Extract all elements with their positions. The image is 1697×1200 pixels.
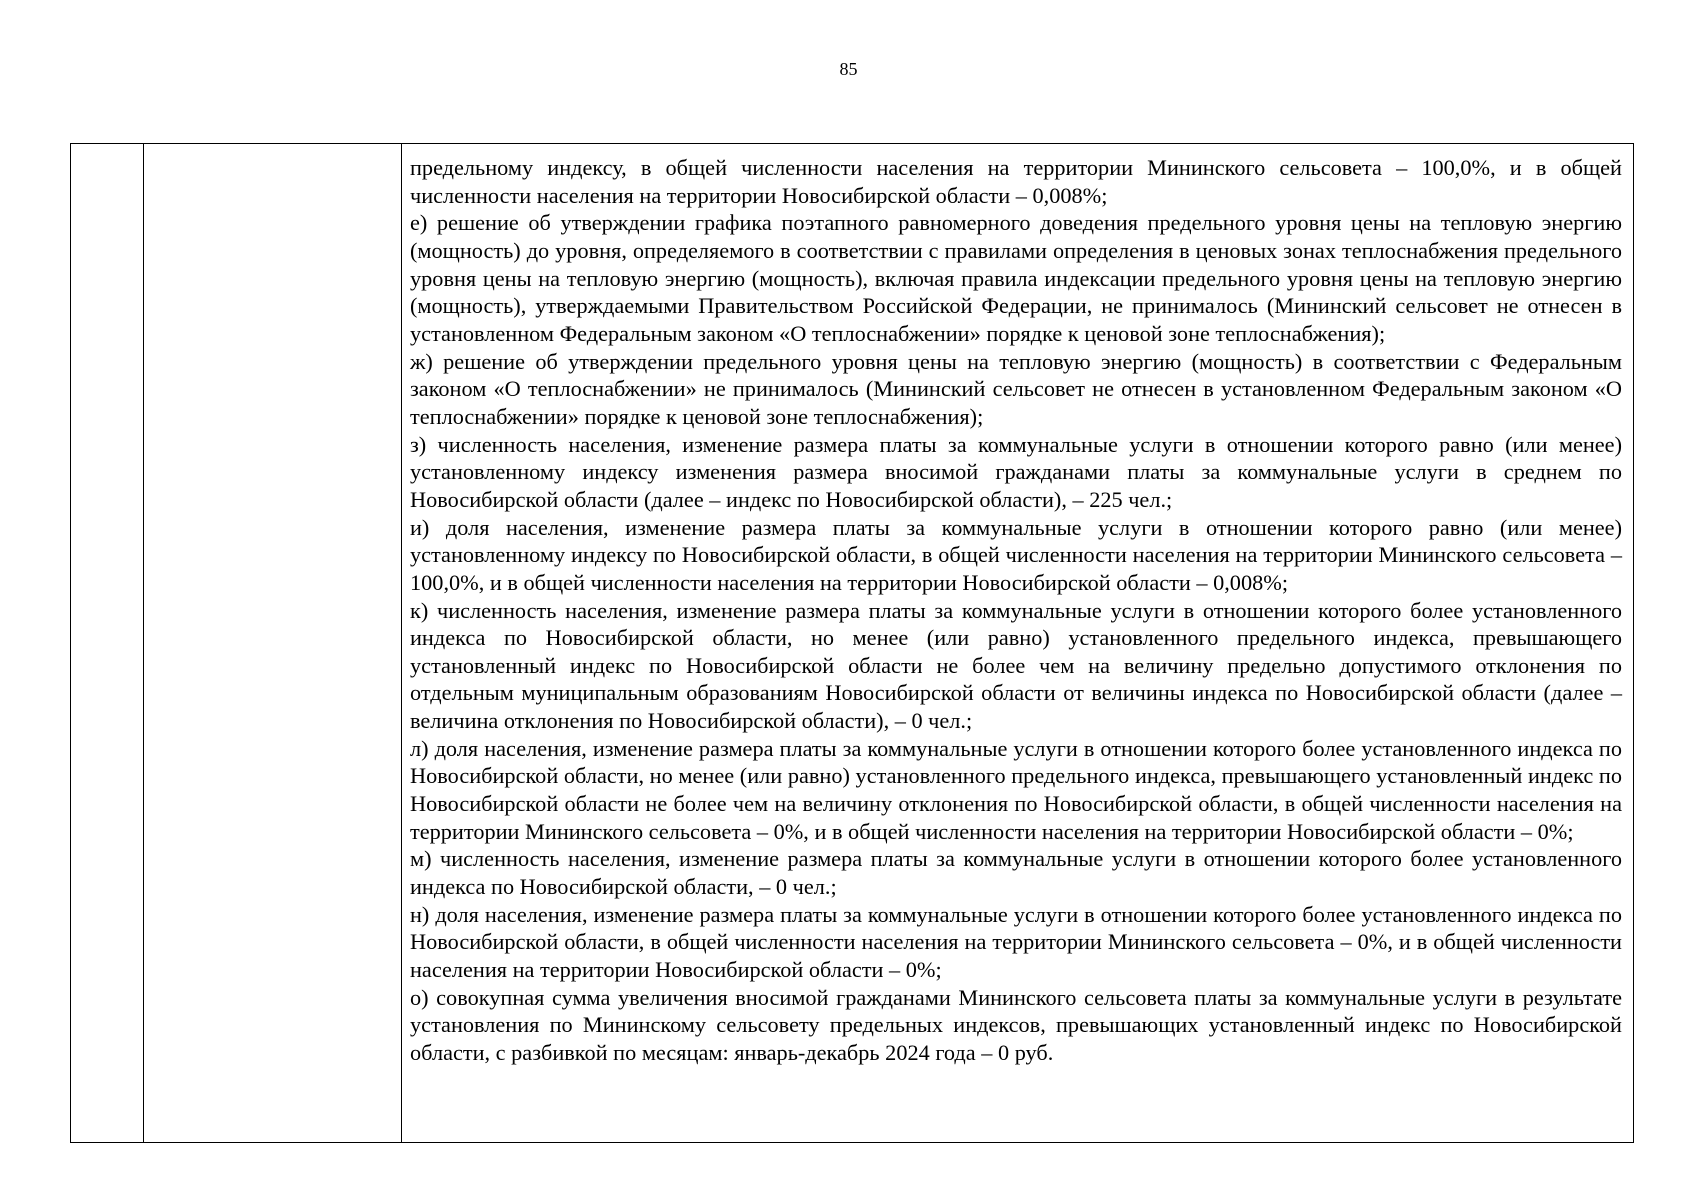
document-table (70, 143, 1634, 1143)
paragraph-m: м) численность населения, изменение размера платы за коммунальные услуги в отношении которого более установленного индекса по Новосибирской области, – 0 чел.; (410, 846, 1622, 900)
table-column-divider (401, 144, 402, 1142)
paragraph-z: з) численность населения, изменение размера платы за коммунальные услуги в отношении которого равно (или менее) установленному индексу изменения размера вносимой гражданами платы за коммунальные услуги в среднем по Новосибирской области (далее – индекс по Новосибирской области), – 225 чел.; (410, 431, 1622, 512)
paragraph-i: и) доля населения, изменение размера платы за коммунальные услуги в отношении которого равно (или менее) установленному индексу по Новосибирской области, в общей численности населения на территории Мининского сельсовета – 100,0%, и в общей численности населения на территории Новосибирской области – 0,008%; (410, 514, 1622, 595)
table-cell-text (410, 154, 1622, 1067)
table-column-divider (143, 144, 144, 1142)
paragraph-n: н) доля населения, изменение размера платы за коммунальные услуги в отношении которого более установленного индекса по Новосибирской области, в общей численности населения на территории Мининского сельсовета – 0%, и в общей численности населения на территории Новосибирской области – 0%; (410, 901, 1622, 983)
paragraph-e: е) решение об утверждении графика поэтапного равномерного доведения предельного уровня цены на тепловую энергию (мощность) до уровня, определяемого в соответствии с правилами определения в ценовых зонах теплоснабжения предельного уровня цены на тепловую энергию (мощность), включая правила индексации предельного уровня цены на тепловую энергию (мощность), утверждаемыми Правительством Российской Федерации, не принималось (Мининский сельсовет не отнесен в установленном Федеральным законом «О теплоснабжении» порядке к ценовой зоне теплоснабжения); (410, 210, 1622, 346)
paragraph-l: л) доля населения, изменение размера платы за коммунальные услуги в отношении которого более установленного индекса по Новосибирской области, но менее (или равно) установленного предельного индекса, превышающего установленный индекс по Новосибирской области не более чем на величину отклонения по Новосибирской области, в общей численности населения на территории Мининского сельсовета – 0%, и в общей численности населения на территории Новосибирской области – 0%; (410, 735, 1622, 844)
paragraph-zh: ж) решение об утверждении предельного уровня цены на тепловую энергию (мощность) в соответствии с Федеральным законом «О теплоснабжении» не принималось (Мининский сельсовет не отнесен в установленном Федеральным законом «О теплоснабжении» порядке к ценовой зоне теплоснабжения); (410, 348, 1622, 429)
paragraph-continuation: предельному индексу, в общей численности населения на территории Мининского сельсовета – 100,0%, и в общей численности населения на территории Новосибирской области – 0,008%; (410, 155, 1622, 208)
page-number: 85 (839, 59, 858, 79)
paragraph-o: о) совокупная сумма увеличения вносимой гражданами Мининского сельсовета платы за коммунальные услуги в результате установления по Мининскому сельсовету предельных индексов, превышающих установленный индекс по Новосибирской области, с разбивкой по месяцам: январь-декабрь 2024 года – 0 руб. (410, 984, 1622, 1065)
paragraph-k: к) численность населения, изменение размера платы за коммунальные услуги в отношении которого более установленного индекса по Новосибирской области, но менее (или равно) установленного предельного индекса, превышающего установленный индекс по Новосибирской области не более чем на величину предельно допустимого отклонения по отдельным муниципальным образованиям Новосибирской области от величины индекса по Новосибирской области (далее – величина отклонения по Новосибирской области), – 0 чел.; (410, 597, 1622, 734)
